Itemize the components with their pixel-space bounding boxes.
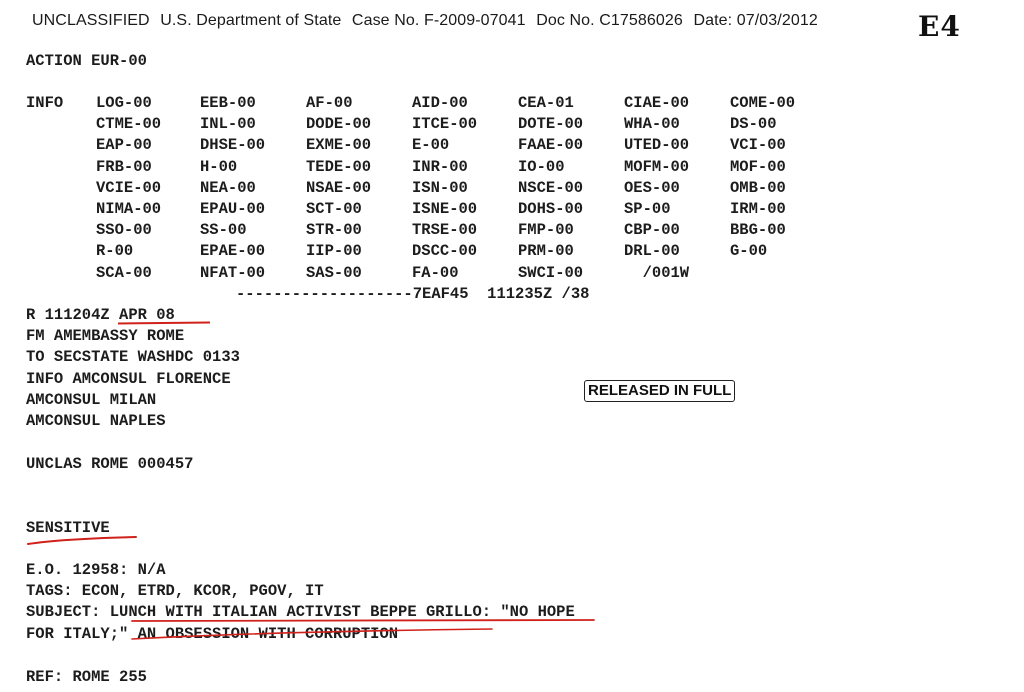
doc-number: Doc No. C17586026: [536, 12, 683, 29]
info-milan-line: AMCONSUL MILAN: [26, 391, 157, 409]
distribution-code: PRM-00: [518, 242, 574, 261]
to-line: TO SECSTATE WASHDC 0133: [26, 348, 240, 366]
released-in-full-stamp: RELEASED IN FULL: [584, 380, 735, 402]
from-line: FM AMEMBASSY ROME: [26, 327, 185, 345]
info-florence-line: INFO AMCONSUL FLORENCE: [26, 370, 231, 388]
declassification-header: [32, 12, 824, 30]
distribution-code: DODE-00: [306, 115, 372, 134]
distribution-code: EPAE-00: [200, 242, 266, 261]
distribution-code: IRM-00: [730, 199, 786, 218]
distribution-code: UTED-00: [624, 136, 690, 155]
release-date: Date: 07/03/2012: [693, 12, 818, 29]
underline-sensitive-annotation: [24, 534, 144, 548]
distribution-code: SS-00: [200, 221, 247, 240]
date-time-group: R 111204Z APR 08: [26, 306, 175, 324]
distribution-code: MOFM-00: [624, 157, 690, 176]
distribution-code: E-00: [412, 136, 450, 155]
subject-line-1: SUBJECT: LUNCH WITH ITALIAN ACTIVIST BEPPE GRILLO: "NO HOPE: [26, 603, 575, 621]
distribution-code: MOF-00: [730, 157, 786, 176]
distribution-code: INL-00: [200, 115, 256, 134]
distribution-code: LOG-00: [96, 94, 152, 112]
distribution-code: G-00: [730, 242, 768, 261]
exemption-stamp: E4: [918, 10, 961, 43]
distribution-code: NEA-00: [200, 178, 256, 197]
distribution-code: WHA-00: [624, 115, 680, 134]
sensitive-label: SENSITIVE: [26, 519, 110, 537]
distribution-code: SWCI-00: [518, 263, 584, 282]
distribution-code: CIAE-00: [624, 94, 690, 112]
distribution-code: DHSE-00: [200, 136, 266, 155]
distribution-code: CEA-01: [518, 94, 574, 112]
distribution-code: VCIE-00: [96, 178, 162, 197]
distribution-code: SSO-00: [96, 221, 152, 240]
distribution-code: COME-00: [730, 94, 796, 112]
distribution-code: EAP-00: [96, 136, 152, 155]
distribution-code: /001W: [624, 263, 690, 282]
unclas-line: UNCLAS ROME 000457: [26, 455, 194, 473]
distribution-code: DS-00: [730, 115, 777, 134]
distribution-code: AID-00: [412, 94, 468, 112]
distribution-code: SCA-00: [96, 263, 152, 282]
distribution-code: DRL-00: [624, 242, 680, 261]
distribution-code: SAS-00: [306, 263, 362, 282]
distribution-code: STR-00: [306, 221, 362, 240]
agency-label: U.S. Department of State: [160, 12, 342, 29]
distribution-code: NSCE-00: [518, 178, 584, 197]
distribution-code: TRSE-00: [412, 221, 478, 240]
underline-subject-annotation: [126, 615, 606, 645]
executive-order-line: E.O. 12958: N/A: [26, 561, 166, 579]
distribution-code: ITCE-00: [412, 115, 478, 134]
distribution-code: OES-00: [624, 178, 680, 197]
distribution-code: ISNE-00: [412, 199, 478, 218]
distribution-code: SCT-00: [306, 199, 362, 218]
reference-line: REF: ROME 255: [26, 668, 147, 686]
classification-label: UNCLASSIFIED: [32, 12, 150, 29]
distribution-code: H-00: [200, 157, 238, 176]
info-naples-line: AMCONSUL NAPLES: [26, 412, 166, 430]
info-label: INFO: [26, 94, 64, 112]
distribution-code: R-00: [96, 242, 134, 261]
subject-line-2: FOR ITALY;" AN OBSESSION WITH CORRUPTION: [26, 625, 399, 643]
distribution-code: CTME-00: [96, 115, 162, 134]
distribution-code: SP-00: [624, 199, 671, 218]
case-number: Case No. F-2009-07041: [351, 12, 526, 29]
distribution-code: ISN-00: [412, 178, 468, 197]
distribution-code: CBP-00: [624, 221, 680, 240]
distribution-code: DSCC-00: [412, 242, 478, 261]
distribution-code: TEDE-00: [306, 157, 372, 176]
distribution-code: NSAE-00: [306, 178, 372, 197]
distribution-code: VCI-00: [730, 136, 786, 155]
distribution-code: FAAE-00: [518, 136, 584, 155]
distribution-code: NIMA-00: [96, 199, 162, 218]
tags-line: TAGS: ECON, ETRD, KCOR, PGOV, IT: [26, 582, 324, 600]
distribution-code: EXME-00: [306, 136, 372, 155]
distribution-code: FRB-00: [96, 157, 152, 176]
distribution-code: DOHS-00: [518, 199, 584, 218]
distribution-code: IIP-00: [306, 242, 362, 261]
distribution-code: EEB-00: [200, 94, 256, 112]
distribution-code: DOTE-00: [518, 115, 584, 134]
distribution-code: FMP-00: [518, 221, 574, 240]
distribution-code: IO-00: [518, 157, 565, 176]
distribution-code: AF-00: [306, 94, 353, 112]
distribution-code: INR-00: [412, 157, 468, 176]
distribution-code: BBG-00: [730, 221, 786, 240]
distribution-code: FA-00: [412, 263, 459, 282]
underline-date-annotation: [118, 322, 210, 325]
action-line: ACTION EUR-00: [26, 52, 147, 70]
separator-line: -------------------7EAF45 111235Z /38: [236, 285, 590, 303]
distribution-code: OMB-00: [730, 178, 786, 197]
distribution-code: NFAT-00: [200, 263, 266, 282]
distribution-code: EPAU-00: [200, 199, 266, 218]
